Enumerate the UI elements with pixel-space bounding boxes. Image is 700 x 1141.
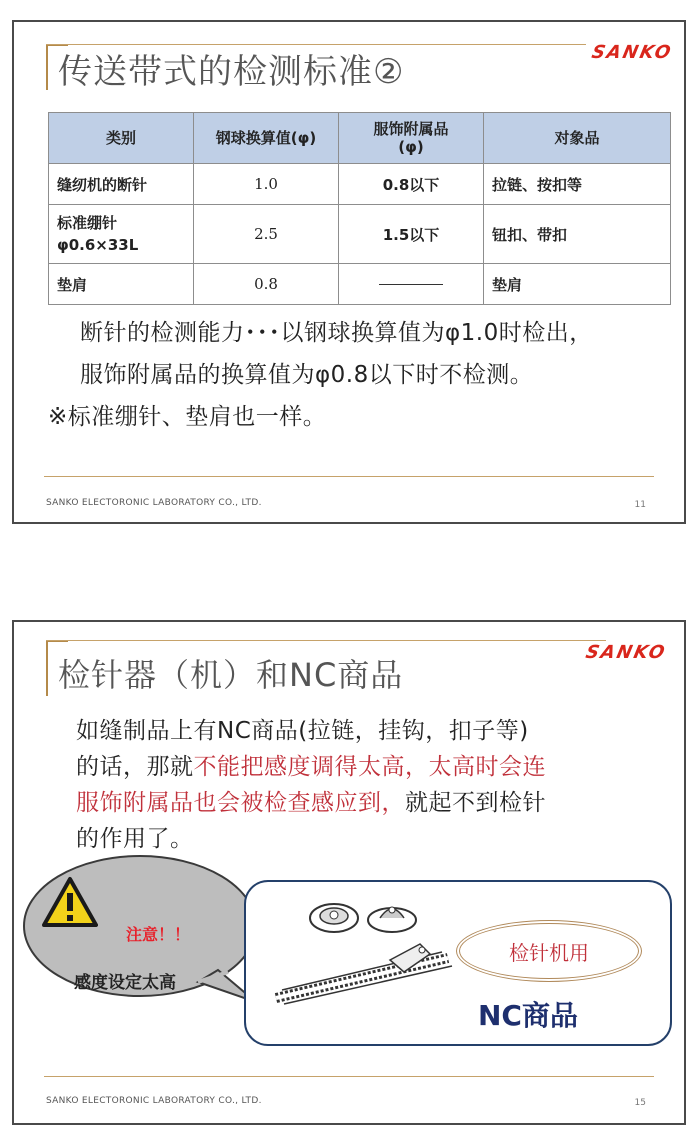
col-header-category: 类别: [49, 113, 194, 164]
body-line-2: 服饰附属品的换算值为φ0.8以下时不检测。: [80, 362, 534, 388]
logo-text: SANKO: [583, 642, 669, 663]
line3-highlight: 服饰附属品也会被检查感应到，: [76, 790, 405, 816]
cell-target: 垫肩: [484, 264, 671, 305]
table-header-row: [49, 113, 671, 164]
warning-label: 注意！！: [126, 925, 191, 944]
cell-category: 垫肩: [49, 264, 194, 305]
body-line-2: [76, 748, 546, 781]
table-row: [49, 264, 671, 305]
slide-title: 传送带式的检测标准②: [58, 52, 405, 92]
body-line-3: [76, 784, 546, 817]
logo-text: SANKO: [589, 42, 675, 63]
detector-use-badge: [456, 920, 642, 982]
cell-category: 缝纫机的断针: [49, 164, 194, 205]
footer-rule: [44, 1076, 654, 1077]
detector-use-label: 检针机用: [509, 940, 589, 965]
cell-category: 标准绷针 φ0.6×33L: [49, 205, 194, 264]
sanko-logo: [590, 42, 675, 63]
line2-plain: 的话，那就: [76, 754, 194, 780]
page-number: 15: [634, 1098, 646, 1108]
col-header-accessory: 服饰附属品 (φ): [339, 113, 484, 164]
body-line-1: 如缝制品上有NC商品(拉链，挂钩，扣子等): [76, 718, 529, 744]
cell-ball: 1.0: [194, 164, 339, 205]
zipper-icon: [272, 940, 472, 1006]
nc-product-panel: [244, 880, 672, 1046]
cell-target: 钮扣、带扣: [484, 205, 671, 264]
sanko-logo: [584, 642, 669, 663]
body-line-4: 的作用了。: [76, 826, 194, 852]
line3-plain: 就起不到检针: [405, 790, 546, 816]
nc-product-label: NC商品: [478, 999, 578, 1032]
detection-standard-table: [48, 112, 671, 305]
cell-target: 拉链、按扣等: [484, 164, 671, 205]
cell-ball: 2.5: [194, 205, 339, 264]
page-number: 11: [634, 500, 646, 510]
table-row: [49, 164, 671, 205]
footer-company: SANKO ELECTORONIC LABORATORY CO., LTD.: [46, 1096, 262, 1106]
col-header-target: 对象品: [484, 113, 671, 164]
line2-highlight: 不能把感度调得太高，太高时会连: [193, 754, 546, 780]
dash-mark: [379, 284, 443, 285]
body-line-3: ※标准绷针、垫肩也一样。: [48, 404, 327, 430]
col-header-ball-value: 钢球换算值(φ): [194, 113, 339, 164]
cell-accessory: 1.5以下: [339, 205, 484, 264]
title-rule: [46, 640, 606, 641]
slide-detector-nc-products: [12, 620, 686, 1125]
footer-company: SANKO ELECTORONIC LABORATORY CO., LTD.: [46, 498, 262, 508]
table-row: [49, 205, 671, 264]
warning-triangle-icon: [42, 876, 98, 928]
body-line-1: 断针的检测能力･･･以钢球换算值为φ1.0时检出，: [80, 320, 593, 346]
snap-button-icon: [306, 896, 426, 936]
cell-accessory: 0.8以下: [339, 164, 484, 205]
footer-rule: [44, 476, 654, 477]
slide-title: 检针器（机）和NC商品: [58, 656, 404, 694]
slide-conveyor-standard: [12, 20, 686, 524]
cell-ball: 0.8: [194, 264, 339, 305]
sensitivity-label: 感度设定太高: [74, 973, 176, 993]
cell-accessory-dash: [339, 264, 484, 305]
